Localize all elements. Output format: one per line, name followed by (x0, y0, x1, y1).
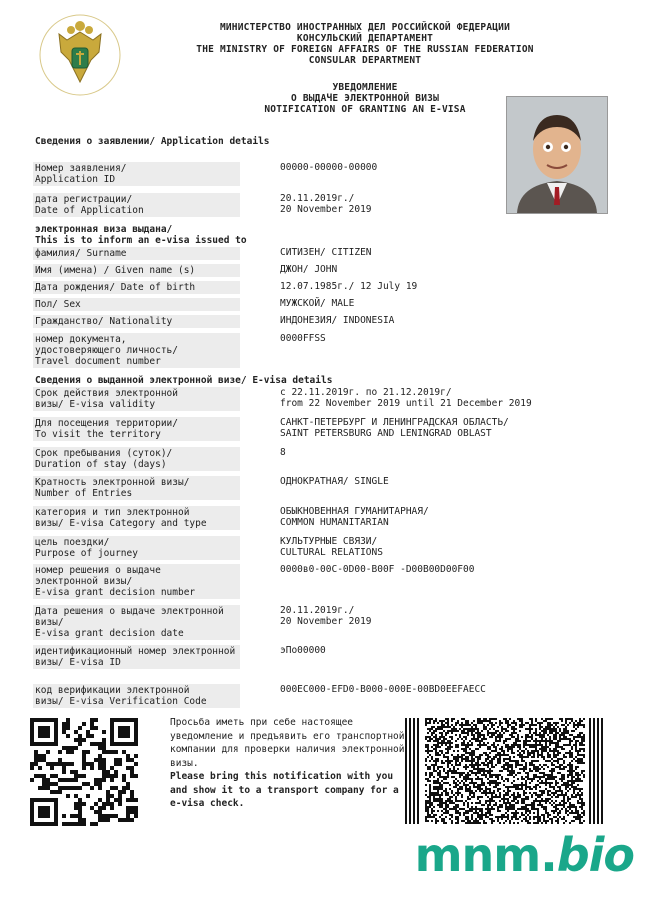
notice-title-line: О ВЫДАЧЕ ЭЛЕКТРОННОЙ ВИЗЫ (291, 93, 439, 104)
field-value: 20.11.2019г./ 20 November 2019 (280, 193, 372, 215)
notice-title-line: УВЕДОМЛЕНИЕ (332, 82, 398, 93)
field-value: САНКТ-ПЕТЕРБУРГ И ЛЕНИНГРАДСКАЯ ОБЛАСТЬ/ SAINT PETERSBURG AND LENINGRAD OBLAST (280, 417, 509, 439)
field-value: ОБЫКНОВЕННАЯ ГУМАНИТАРНАЯ/ COMMON HUMANITARIAN (280, 506, 429, 528)
section-evisa-details: Сведения о выданной электронной визе/ E-visa details (35, 375, 333, 386)
header-line: МИНИСТЕРСТВО ИНОСТРАННЫХ ДЕЛ РОССИЙСКОЙ ФЕДЕРАЦИИ (219, 22, 511, 33)
field-label: Гражданство/ Nationality (33, 315, 240, 328)
field-value: эПо00000 (280, 645, 326, 656)
field-value: 0000FFSS (280, 333, 326, 344)
field-label: фамилия/ Surname (33, 247, 240, 260)
section-application-details: Сведения о заявлении/ Application details (35, 136, 270, 147)
field-label: Дата решения о выдаче электронной визы/ E-visa grant decision date (33, 605, 240, 640)
header-line: CONSULAR DEPARTMENT (308, 55, 422, 66)
field-label: идентификационный номер электронной визы/ E-visa ID (33, 645, 240, 669)
field-label: дата регистрации/ Date of Application (33, 193, 240, 217)
notice-title-line: NOTIFICATION OF GRANTING AN E-VISA (264, 104, 466, 115)
field-label: Дата рождения/ Date of birth (33, 281, 240, 294)
watermark-text: mnm. (414, 828, 557, 882)
field-label: Для посещения территории/ To visit the territory (33, 417, 240, 441)
field-value: 8 (280, 447, 286, 458)
barcode-icon (405, 718, 605, 824)
field-label: номер документа, удостоверяющего личность/ Travel document number (33, 333, 240, 368)
field-label: номер решения о выдаче электронной визы/ E-visa grant decision number (33, 564, 240, 599)
notice-text (170, 716, 405, 811)
field-value: ОДНОКРАТНАЯ/ SINGLE (280, 476, 389, 487)
watermark-logo (415, 828, 634, 882)
section-issued-to-en: This is to inform an e-visa issued to (35, 235, 247, 246)
field-value: 12.07.1985г./ 12 July 19 (280, 281, 418, 292)
header-line: THE MINISTRY OF FOREIGN AFFAIRS OF THE RUSSIAN FEDERATION (196, 44, 534, 55)
field-label: категория и тип электронной визы/ E-visa Category and type (33, 506, 240, 530)
field-value: ИНДОНЕЗИЯ/ INDONESIA (280, 315, 395, 326)
notice-text-ru: Просьба иметь при себе настоящее уведомление и предъявить его транспортной компании для проверки наличия электронной визы. (170, 717, 405, 769)
header-line: КОНСУЛЬСКИЙ ДЕПАРТАМЕНТ (296, 33, 434, 44)
field-label: код верификации электронной визы/ E-visa Verification Code (33, 684, 240, 708)
field-value: ДЖОН/ JOHN (280, 264, 338, 275)
field-label: цель поездки/ Purpose of journey (33, 536, 240, 560)
field-value: 20.11.2019г./ 20 November 2019 (280, 605, 372, 627)
field-label: Имя (имена) / Given name (s) (33, 264, 240, 277)
field-value: с 22.11.2019г. по 21.12.2019г/ from 22 November 2019 until 21 December 2019 (280, 387, 532, 409)
field-label: Пол/ Sex (33, 298, 240, 311)
field-label: Срок пребывания (суток)/ Duration of stay (days) (33, 447, 240, 471)
qr-code-icon (30, 718, 138, 826)
field-label: Номер заявления/ Application ID (33, 162, 240, 186)
section-issued-to: электронная виза выдана/ (35, 224, 173, 235)
field-value: СИТИЗЕН/ CITIZEN (280, 247, 372, 258)
field-value: 00000-00000-00000 (280, 162, 378, 173)
field-label: Срок действия электронной визы/ E-visa validity (33, 387, 240, 411)
notice-text-en: Please bring this notification with you and show it to a transport company for a e-visa check. (170, 771, 399, 809)
field-value: КУЛЬТУРНЫЕ СВЯЗИ/ CULTURAL RELATIONS (280, 536, 383, 558)
field-value: 0000в0-00С-0D00-B00F -D00B00D00F00 (280, 564, 475, 575)
ministry-header (150, 22, 580, 66)
field-value: 000EC000-EFD0-B000-000E-00BD0EEFAECC (280, 684, 486, 695)
emblem-icon (35, 10, 125, 100)
applicant-photo (506, 96, 608, 214)
field-value: МУЖСКОЙ/ MALE (280, 298, 355, 309)
field-label: Кратность электронной визы/ Number of Entries (33, 476, 240, 500)
watermark-text-bio: bio (556, 828, 634, 882)
